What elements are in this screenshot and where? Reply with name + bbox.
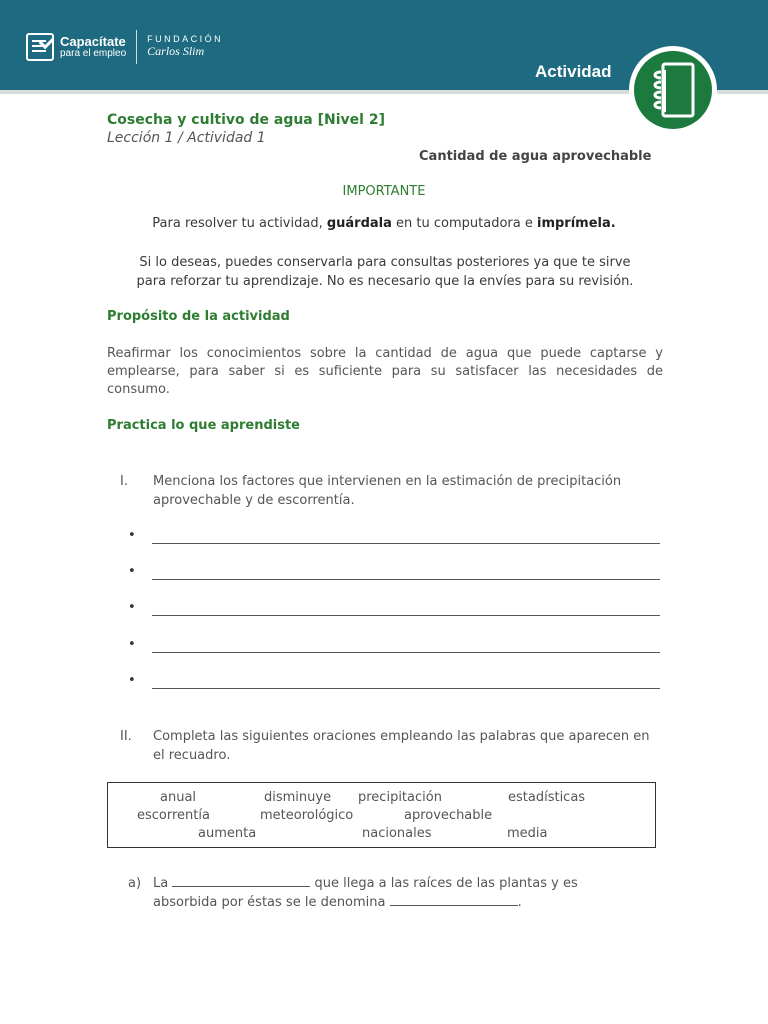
sentence-a	[128, 874, 673, 912]
answer-blank[interactable]	[152, 543, 660, 544]
fill-blank-1[interactable]	[172, 875, 310, 887]
bullet: •	[128, 600, 136, 615]
sentence-a-text	[153, 874, 578, 912]
word-aumenta: aumenta	[198, 826, 257, 841]
sentence-a-part4: .	[517, 895, 522, 910]
logo-line2: para el empleo	[60, 47, 127, 59]
word-bank	[107, 782, 656, 848]
save-mid: en tu computadora e	[391, 216, 537, 231]
word-disminuye: disminuye	[264, 790, 332, 805]
answer-blank[interactable]	[152, 615, 660, 616]
word-anual: anual	[160, 790, 197, 805]
sentence-a-part3: absorbida por éstas se le denomina	[153, 895, 390, 910]
word-nacionales: nacionales	[362, 826, 432, 841]
answer-line[interactable]	[128, 562, 660, 582]
logo-line1: Capacítate	[60, 33, 126, 49]
save-bold-2: imprímela.	[536, 216, 616, 231]
answer-blank[interactable]	[152, 579, 660, 580]
purpose-heading: Propósito de la actividad	[107, 309, 290, 324]
word-media: media	[507, 826, 548, 841]
activity-badge	[629, 46, 717, 134]
answer-line[interactable]	[128, 671, 660, 691]
answer-line[interactable]	[128, 598, 660, 618]
sentence-a-part1: La	[153, 876, 173, 891]
word-aprovechable: aprovechable	[404, 808, 493, 823]
question-2	[120, 727, 665, 765]
keep-instruction	[107, 253, 663, 291]
word-precipitacion: precipitación	[358, 790, 442, 805]
answer-line[interactable]	[128, 635, 660, 655]
keep-line-2: para reforzar tu aprendizaje. No es necesario que la envíes para su revisión.	[136, 274, 634, 289]
activity-label: Actividad	[535, 62, 612, 81]
keep-line-1: Si lo deseas, puedes conservarla para consultas posteriores ya que te sirve	[139, 255, 631, 270]
logo-text	[60, 35, 126, 59]
capacitate-logo	[26, 30, 223, 64]
checklist-icon	[26, 33, 54, 61]
question-2-text: Completa las siguientes oraciones empleando las palabras que aparecen en el recuadro.	[153, 729, 650, 763]
sentence-a-part2: que llega a las raíces de las plantas y es	[310, 876, 578, 891]
question-1-text: Menciona los factores que intervienen en la estimación de precipitación aprovechable y de escorrentía.	[153, 474, 622, 508]
bullet: •	[128, 637, 136, 652]
purpose-text: Reafirmar los conocimientos sobre la cantidad de agua que puede captarse y emplearse, para saber si es suficiente para su satisfacer las necesidades de consumo.	[107, 346, 663, 397]
word-escorrentia: escorrentía	[137, 808, 210, 823]
fill-blank-2[interactable]	[390, 894, 518, 906]
activity-title: Cosecha y cultivo de agua [Nivel 2]	[107, 112, 385, 128]
question-2-number: II.	[120, 729, 132, 744]
save-bold-1: guárdala	[326, 216, 392, 231]
foundation-line1: FUNDACIÓN	[147, 34, 224, 45]
save-instruction	[0, 216, 768, 231]
answer-line[interactable]	[128, 526, 660, 546]
question-1-number: I.	[120, 474, 128, 489]
foundation-line2: Carlos Slim	[147, 44, 205, 59]
topic-heading: Cantidad de agua aprovechable	[419, 149, 652, 164]
important-heading: IMPORTANTE	[342, 184, 426, 199]
logo-separator	[136, 30, 137, 64]
bullet: •	[128, 673, 136, 688]
question-1	[120, 472, 665, 510]
lesson-subtitle: Lección 1 / Actividad 1	[107, 130, 266, 146]
answer-blank[interactable]	[152, 652, 660, 653]
word-estadisticas: estadísticas	[508, 790, 586, 805]
practice-heading: Practica lo que aprendiste	[107, 418, 301, 433]
bullet: •	[128, 564, 136, 579]
save-pre: Para resolver tu actividad,	[152, 216, 327, 231]
notebook-icon	[651, 62, 695, 118]
answer-blank[interactable]	[152, 688, 660, 689]
sentence-a-number: a)	[128, 876, 142, 891]
badge-circle	[634, 51, 712, 129]
word-meteorologico: meteorológico	[260, 808, 354, 823]
foundation-logo	[147, 35, 223, 58]
bullet: •	[128, 528, 136, 543]
